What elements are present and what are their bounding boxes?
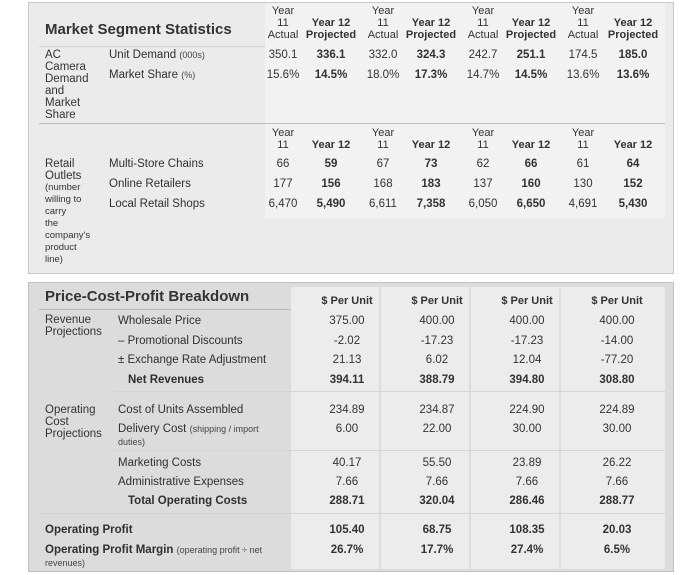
side-label-line: Demand <box>45 73 89 85</box>
divider <box>113 391 665 392</box>
net-revenues-value: 308.80 <box>599 374 635 386</box>
per-unit-header: $ Per Unit <box>501 295 553 307</box>
side-label-line: and <box>45 85 65 97</box>
cost-row-value: 30.00 <box>512 423 542 435</box>
divider <box>39 513 665 514</box>
value-cell: 242.7 <box>468 49 498 61</box>
projected-label: Projected <box>405 29 457 41</box>
panel-title: Market Segment Statistics <box>45 21 232 38</box>
year-11-number: 11 <box>477 17 489 29</box>
year-11-number: 11 <box>277 17 289 29</box>
side-label-operating-cost: Projections <box>45 428 102 440</box>
row-label-text: Market Share <box>109 69 179 81</box>
value-cell: 14.5% <box>314 69 348 81</box>
value-cell: 6,650 <box>516 198 546 210</box>
operating-margin-unit: (operating profit ÷ net <box>176 545 263 555</box>
side-label-revenue: Revenue <box>45 314 92 326</box>
year-11-label: Year <box>471 127 495 139</box>
revenue-row-value: -14.00 <box>600 335 634 347</box>
value-cell: 156 <box>321 178 341 190</box>
side-label-retail-outlets <box>45 158 90 266</box>
value-cell: 7,358 <box>416 198 446 210</box>
value-cell: 168 <box>373 178 393 190</box>
cost-row-value: 234.87 <box>419 404 455 416</box>
value-cell: 5,490 <box>316 198 346 210</box>
cost-row-unit: duties) <box>118 437 146 447</box>
value-cell: 152 <box>623 178 643 190</box>
per-unit-header: $ Per Unit <box>591 295 643 307</box>
cost-row-value: 6.00 <box>335 423 359 435</box>
cost-row-value: 224.90 <box>509 404 545 416</box>
value-cell: 177 <box>273 178 293 190</box>
net-revenues-value: 394.11 <box>329 374 365 386</box>
year-12-label: Year 12 <box>511 17 551 29</box>
side-label-line: company's <box>45 230 91 241</box>
side-label-line: product <box>45 242 77 253</box>
total-operating-costs-value: 288.71 <box>329 495 365 507</box>
cost-row-text: Cost of Units Assembled <box>118 404 244 416</box>
cost-row-value: 7.66 <box>515 476 539 488</box>
operating-margin-unit: revenues) <box>45 558 86 568</box>
year-12-label: Year 12 <box>411 17 451 29</box>
operating-margin-value: 27.4% <box>510 544 544 556</box>
year-11-number: 11 <box>477 139 489 151</box>
operating-margin-text: Operating Profit Margin <box>45 544 174 556</box>
cost-row-value: 40.17 <box>332 457 362 469</box>
cost-row-text: Delivery Cost <box>118 423 187 435</box>
side-label-line: Outlets <box>45 170 82 182</box>
revenue-row-value: 375.00 <box>329 315 365 327</box>
cost-row-label <box>118 476 244 489</box>
year-12-label: Year 12 <box>511 139 551 151</box>
value-cell: 174.5 <box>568 49 598 61</box>
year-12-label: Year 12 <box>613 17 653 29</box>
total-operating-costs-value: 286.46 <box>509 495 545 507</box>
value-cell: 64 <box>626 158 640 170</box>
cost-row-text: Marketing Costs <box>118 457 202 469</box>
side-label-line: Market <box>45 97 81 109</box>
side-label-line: willing to <box>45 194 82 205</box>
value-cell: 137 <box>473 178 493 190</box>
year-11-number: 11 <box>377 17 389 29</box>
year-11-number: 11 <box>577 17 589 29</box>
year-12-label: Year 12 <box>411 139 451 151</box>
total-operating-costs-value: 320.04 <box>419 495 455 507</box>
revenue-row-value: 400.00 <box>419 315 455 327</box>
year-11-label: Year <box>371 127 395 139</box>
value-cell: 62 <box>476 158 490 170</box>
cost-row-value: 7.66 <box>425 476 449 488</box>
operating-margin-value: 6.5% <box>603 544 631 556</box>
value-cell: 14.5% <box>514 69 548 81</box>
value-cell: 13.6% <box>566 69 600 81</box>
year-11-label: Year <box>471 5 495 17</box>
panel-title: Price-Cost-Profit Breakdown <box>45 288 250 305</box>
revenue-row-value: 6.02 <box>425 354 449 366</box>
value-cell: 183 <box>421 178 441 190</box>
value-cell: 336.1 <box>316 49 346 61</box>
revenue-row-value: -17.23 <box>420 335 454 347</box>
cost-row-label <box>118 423 259 449</box>
side-label-revenue: Projections <box>45 326 102 338</box>
revenue-row-label: ± Exchange Rate Adjustment <box>118 354 267 366</box>
value-cell: 13.6% <box>616 69 650 81</box>
divider <box>39 309 294 310</box>
value-cell: 4,691 <box>568 198 598 210</box>
year-11-label: Year <box>271 5 295 17</box>
cost-row-value: 22.00 <box>422 423 452 435</box>
value-cell: 61 <box>576 158 590 170</box>
value-cell: 73 <box>424 158 438 170</box>
cost-row-value: 7.66 <box>335 476 359 488</box>
value-cell: 6,050 <box>468 198 498 210</box>
row-label: Multi-Store Chains <box>109 158 204 170</box>
row-unit: (%) <box>181 70 196 80</box>
value-cell: 59 <box>324 158 338 170</box>
projected-label: Projected <box>505 29 557 41</box>
row-label <box>109 69 195 81</box>
per-unit-header: $ Per Unit <box>321 295 373 307</box>
operating-profit-label: Operating Profit <box>45 524 133 536</box>
net-revenues-label: Net Revenues <box>128 374 205 386</box>
value-cell: 350.1 <box>268 49 298 61</box>
price-cost-profit-panel <box>28 282 674 572</box>
side-label-line: Camera <box>45 61 86 73</box>
projected-label: Projected <box>607 29 659 41</box>
divider <box>113 450 665 451</box>
value-cell: 66 <box>524 158 538 170</box>
cost-row-value: 30.00 <box>602 423 632 435</box>
row-unit: (000s) <box>179 50 205 60</box>
projected-label: Projected <box>305 29 357 41</box>
per-unit-header: $ Per Unit <box>411 295 463 307</box>
value-cell: 6,470 <box>268 198 298 210</box>
value-cell: 160 <box>521 178 541 190</box>
value-cell: 5,430 <box>618 198 648 210</box>
operating-profit-value: 108.35 <box>509 524 545 536</box>
operating-margin-value: 17.7% <box>420 544 454 556</box>
net-revenues-value: 394.80 <box>509 374 545 386</box>
cost-row-value: 55.50 <box>422 457 452 469</box>
side-label-line: carry <box>45 206 67 217</box>
cost-row-label <box>118 404 243 417</box>
cost-row-text: Administrative Expenses <box>118 476 244 488</box>
value-cell: 185.0 <box>618 49 648 61</box>
revenue-row-value: -2.02 <box>333 335 361 347</box>
value-cell: 15.6% <box>266 69 300 81</box>
year-12-label: Year 12 <box>311 139 351 151</box>
revenue-row-value: -17.23 <box>510 335 544 347</box>
operating-profit-value: 20.03 <box>602 524 632 536</box>
row-label: Local Retail Shops <box>109 198 205 210</box>
value-cell: 67 <box>376 158 390 170</box>
actual-label: Actual <box>267 29 299 41</box>
value-cell: 130 <box>573 178 593 190</box>
year-11-number: 11 <box>377 139 389 151</box>
side-label-line: Share <box>45 109 76 121</box>
year-11-label: Year <box>571 5 595 17</box>
side-label-operating-cost: Operating <box>45 404 96 416</box>
year-11-label: Year <box>271 127 295 139</box>
revenue-row-value: 400.00 <box>599 315 635 327</box>
cost-row-label <box>118 457 201 470</box>
cost-row-value: 26.22 <box>602 457 632 469</box>
revenue-row-value: 12.04 <box>512 354 542 366</box>
cost-row-value: 224.89 <box>599 404 635 416</box>
market-segment-panel <box>28 2 674 274</box>
side-label-line: line) <box>45 254 63 265</box>
value-cell: 332.0 <box>368 49 398 61</box>
value-cell: 251.1 <box>516 49 546 61</box>
total-operating-costs-label: Total Operating Costs <box>128 495 248 507</box>
revenue-row-label: Wholesale Price <box>118 315 202 327</box>
revenue-row-value: 400.00 <box>509 315 545 327</box>
side-label-line: (number <box>45 182 81 193</box>
cost-row-value: 234.89 <box>329 404 365 416</box>
operating-profit-value: 68.75 <box>422 524 452 536</box>
value-cell: 14.7% <box>466 69 500 81</box>
year-11-label: Year <box>571 127 595 139</box>
value-cell: 18.0% <box>366 69 400 81</box>
actual-label: Actual <box>367 29 399 41</box>
cost-row-unit: (shipping / import <box>189 424 259 434</box>
side-label-line: the <box>45 218 59 229</box>
year-11-number: 11 <box>577 139 589 151</box>
year-11-label: Year <box>371 5 395 17</box>
net-revenues-value: 388.79 <box>419 374 455 386</box>
year-11-number: 11 <box>277 139 289 151</box>
value-cell: 6,611 <box>369 198 397 210</box>
row-label <box>109 49 205 61</box>
operating-profit-value: 105.40 <box>329 524 365 536</box>
actual-label: Actual <box>567 29 599 41</box>
year-12-label: Year 12 <box>311 17 351 29</box>
row-label: Online Retailers <box>109 178 191 190</box>
cost-row-value: 7.66 <box>605 476 629 488</box>
cost-row-value: 23.89 <box>512 457 542 469</box>
total-operating-costs-value: 288.77 <box>599 495 635 507</box>
operating-margin-value: 26.7% <box>330 544 364 556</box>
side-label-ac-demand <box>45 49 88 121</box>
actual-label: Actual <box>467 29 499 41</box>
value-cell: 17.3% <box>414 69 448 81</box>
revenue-row-label: – Promotional Discounts <box>118 335 243 347</box>
side-label-line: AC <box>45 49 61 61</box>
value-cell: 324.3 <box>416 49 446 61</box>
operating-margin-label <box>45 544 262 570</box>
row-label-text: Unit Demand <box>109 49 177 61</box>
revenue-row-value: -77.20 <box>600 354 634 366</box>
side-label-line: Retail <box>45 158 75 170</box>
year-12-label: Year 12 <box>613 139 653 151</box>
value-cell: 66 <box>276 158 290 170</box>
side-label-operating-cost: Cost <box>45 416 69 428</box>
revenue-row-value: 21.13 <box>332 354 362 366</box>
divider <box>39 46 265 47</box>
